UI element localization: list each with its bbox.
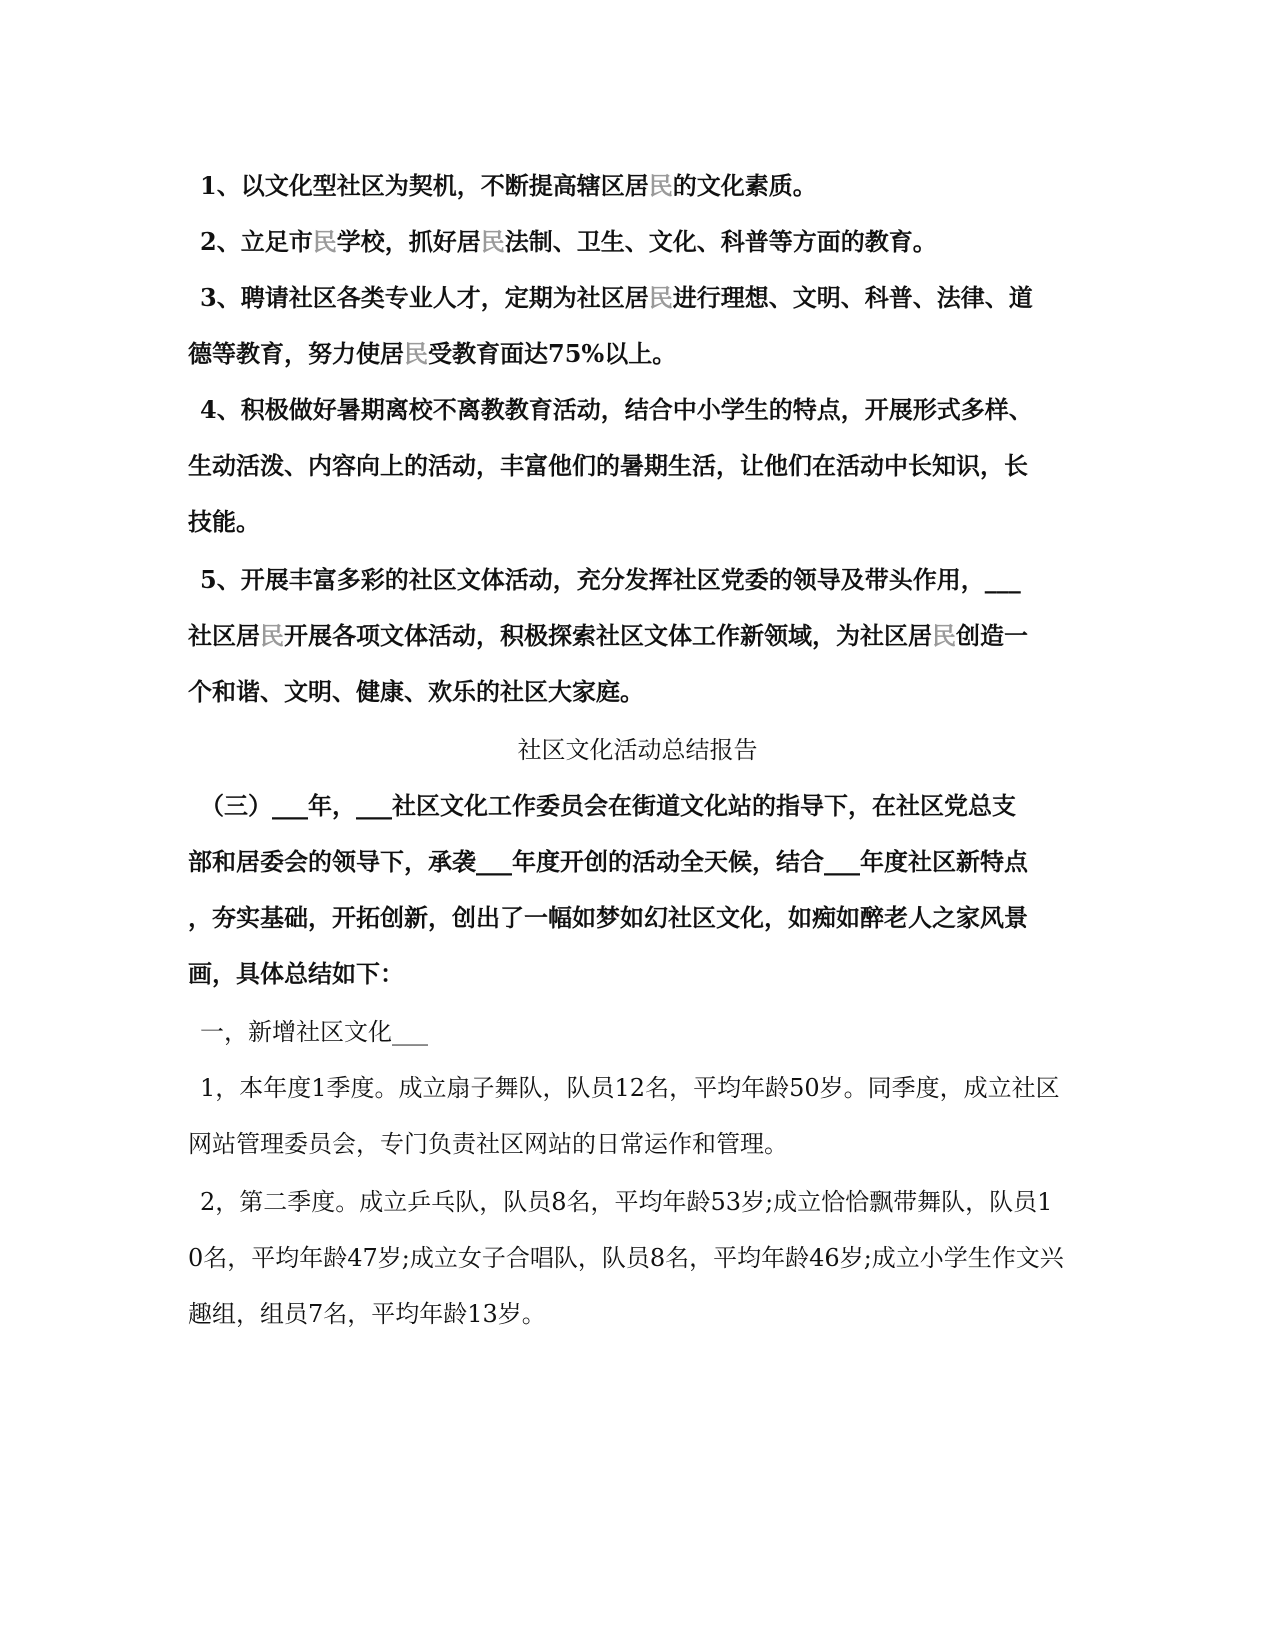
paragraph-line: 社区居民开展各项文体活动，积极探索社区文体工作新领域，为社区居民创造一 — [188, 621, 1028, 650]
paragraph-line: 4、积极做好暑期离校不离教教育活动，结合中小学生的特点，开展形式多样、 — [200, 395, 1033, 424]
paragraph-line: 技能。 — [188, 507, 260, 536]
section-heading: 一，新增社区文化___ — [200, 1018, 428, 1046]
paragraph-line: ，夯实基础，开拓创新，创出了一幅如梦如幻社区文化，如痴如醉老人之家风景 — [188, 903, 1028, 932]
paragraph-line: 1、以文化型社区为契机，不断提高辖区居民的文化素质。 — [200, 171, 817, 200]
paragraph-line: 0名，平均年龄47岁;成立女子合唱队，队员8名，平均年龄46岁;成立小学生作文兴 — [188, 1244, 1064, 1272]
paragraph-line: 网站管理委员会，专门负责社区网站的日常运作和管理。 — [188, 1130, 788, 1158]
paragraph-line: 趣组，组员7名，平均年龄13岁。 — [188, 1300, 546, 1328]
document-title: 社区文化活动总结报告 — [517, 736, 758, 764]
paragraph-line: 1，本年度1季度。成立扇子舞队，队员12名，平均年龄50岁。同季度，成立社区 — [200, 1074, 1060, 1102]
paragraph-line: （三）___年，___社区文化工作委员会在街道文化站的指导下，在社区党总支 — [200, 791, 1016, 820]
paragraph-line: 3、聘请社区各类专业人才，定期为社区居民进行理想、文明、科普、法律、道 — [200, 283, 1033, 312]
paragraph-line: 部和居委会的领导下，承袭___年度开创的活动全天候，结合___年度社区新特点 — [188, 847, 1028, 876]
paragraph-line: 生动活泼、内容向上的活动，丰富他们的暑期生活，让他们在活动中长知识，长 — [188, 451, 1028, 480]
paragraph-line: 2、立足市民学校，抓好居民法制、卫生、文化、科普等方面的教育。 — [200, 227, 937, 256]
paragraph-line: 德等教育，努力使居民受教育面达75%以上。 — [188, 339, 677, 368]
paragraph-line: 5、开展丰富多彩的社区文体活动，充分发挥社区党委的领导及带头作用，___ — [200, 565, 1021, 594]
paragraph-line: 画，具体总结如下： — [188, 959, 404, 988]
paragraph-line: 个和谐、文明、健康、欢乐的社区大家庭。 — [188, 677, 644, 706]
paragraph-line: 2，第二季度。成立乒乓队，队员8名，平均年龄53岁;成立恰恰飘带舞队，队员1 — [200, 1188, 1053, 1216]
